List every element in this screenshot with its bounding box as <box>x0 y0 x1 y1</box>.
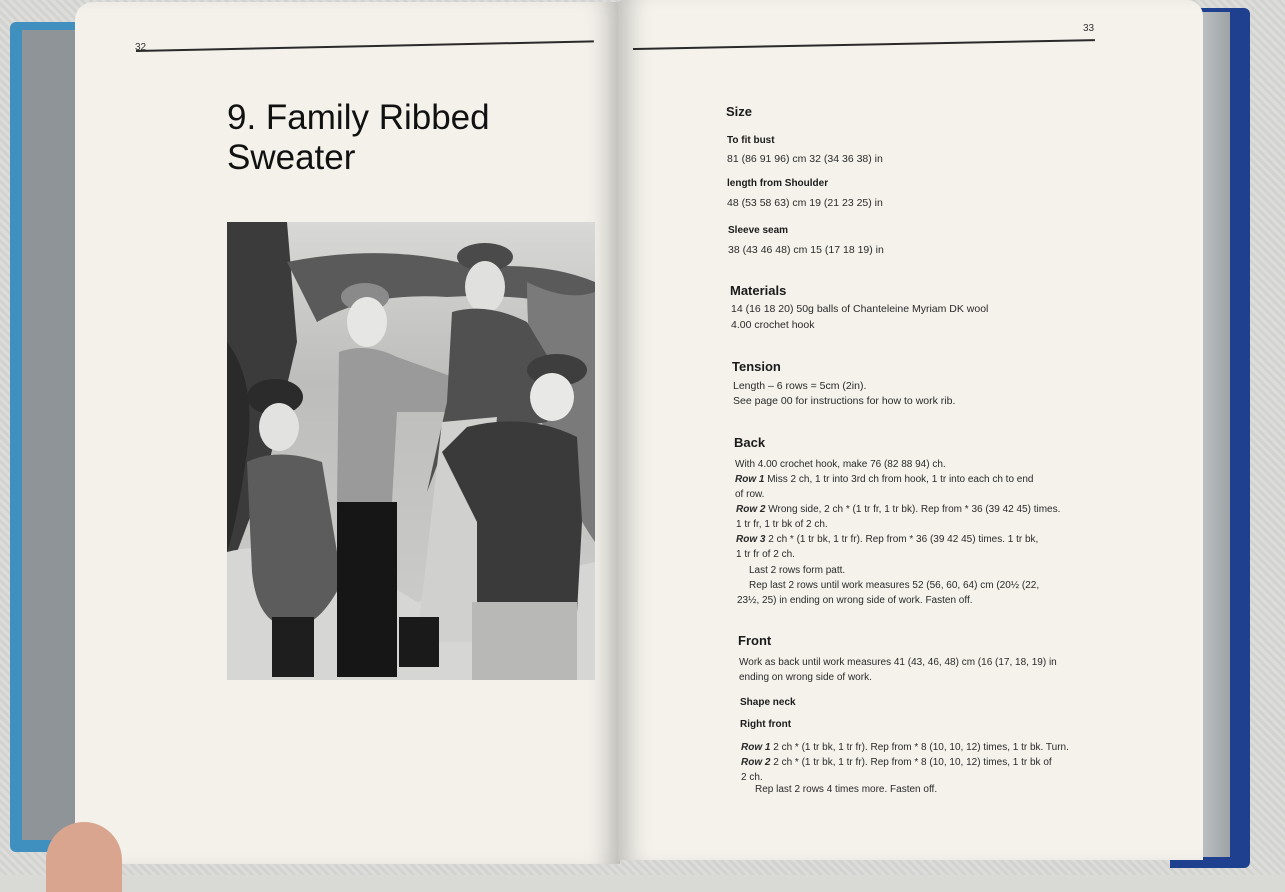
back-row-2-label: Row 2 <box>736 504 766 515</box>
back-note-2: Rep last 2 rows until work measures 52 (56, 60, 64) cm (20½ (22, <box>749 580 1040 591</box>
front-note: Rep last 2 rows 4 times more. Fasten off. <box>755 784 938 795</box>
front-heading: Front <box>738 633 772 648</box>
front-row-1-label: Row 1 <box>741 742 771 753</box>
to-fit-bust-label: To fit bust <box>727 135 775 146</box>
back-note-3: 23½, 25) in ending on wrong side of work. Fasten off. <box>737 595 973 606</box>
front-row-2 <box>741 755 1126 770</box>
book-cover-left-inner <box>22 30 82 840</box>
materials-line-2: 4.00 crochet hook <box>731 319 815 331</box>
right-page <box>618 0 1203 860</box>
thumb <box>46 822 122 892</box>
materials-heading: Materials <box>730 283 787 298</box>
right-front-label: Right front <box>740 719 792 730</box>
left-page-number: 32 <box>135 42 147 53</box>
tension-heading: Tension <box>732 359 781 374</box>
page-title <box>227 98 490 178</box>
back-heading: Back <box>734 435 766 450</box>
back-row-1-text: Miss 2 ch, 1 tr into 3rd ch from hook, 1 tr into each ch to end <box>764 474 1034 485</box>
back-row-3-label: Row 3 <box>736 534 766 545</box>
to-fit-bust-value: 81 (86 91 96) cm 32 (34 36 38) in <box>727 153 883 165</box>
back-note-1: Last 2 rows form patt. <box>749 565 846 576</box>
front-row-2-cont: 2 ch. <box>741 772 763 783</box>
length-label: length from Shoulder <box>727 178 829 189</box>
size-heading: Size <box>726 104 753 119</box>
back-row-1-cont: of row. <box>735 489 765 500</box>
front-row-2-text: 2 ch * (1 tr bk, 1 tr fr). Rep from * 8 (10, 10, 12) times, 1 tr bk of <box>770 757 1052 768</box>
front-row-1 <box>741 740 1126 755</box>
front-line-2: ending on wrong side of work. <box>739 672 872 683</box>
sleeve-seam-value: 38 (43 46 48) cm 15 (17 18 19) in <box>728 244 884 256</box>
back-row-1 <box>735 472 1120 487</box>
family-photo <box>227 222 595 680</box>
back-row-2 <box>736 502 1121 517</box>
front-row-1-text: 2 ch * (1 tr bk, 1 tr fr). Rep from * 8 (10, 10, 12) times, 1 tr bk. Turn. <box>770 742 1069 753</box>
tension-line-1: Length – 6 rows = 5cm (2in). <box>733 380 867 392</box>
front-line-1: Work as back until work measures 41 (43, 46, 48) cm (16 (17, 18, 19) in <box>739 657 1057 668</box>
back-line-1: With 4.00 crochet hook, make 76 (82 88 94) ch. <box>735 459 946 470</box>
back-row-3-text: 2 ch * (1 tr bk, 1 tr fr). Rep from * 36 (39 42 45) times. 1 tr bk, <box>765 534 1039 545</box>
title-line-1: 9. Family Ribbed <box>227 98 490 137</box>
back-row-2-cont: 1 tr fr, 1 tr bk of 2 ch. <box>736 519 828 530</box>
back-row-3-cont: 1 tr fr of 2 ch. <box>736 549 795 560</box>
back-row-3 <box>736 532 1121 547</box>
length-value: 48 (53 58 63) cm 19 (21 23 25) in <box>727 197 883 209</box>
back-row-1-label: Row 1 <box>735 474 765 485</box>
materials-line-1: 14 (16 18 20) 50g balls of Chanteleine Myriam DK wool <box>731 303 989 315</box>
front-row-2-label: Row 2 <box>741 757 771 768</box>
tension-line-2: See page 00 for instructions for how to work rib. <box>733 395 956 407</box>
shape-neck-label: Shape neck <box>740 697 796 708</box>
right-page-number: 33 <box>1083 23 1095 34</box>
back-row-2-text: Wrong side, 2 ch * (1 tr fr, 1 tr bk). Rep from * 36 (39 42 45) times. <box>765 504 1061 515</box>
sleeve-seam-label: Sleeve seam <box>728 225 789 236</box>
title-line-2: Sweater <box>227 138 356 177</box>
